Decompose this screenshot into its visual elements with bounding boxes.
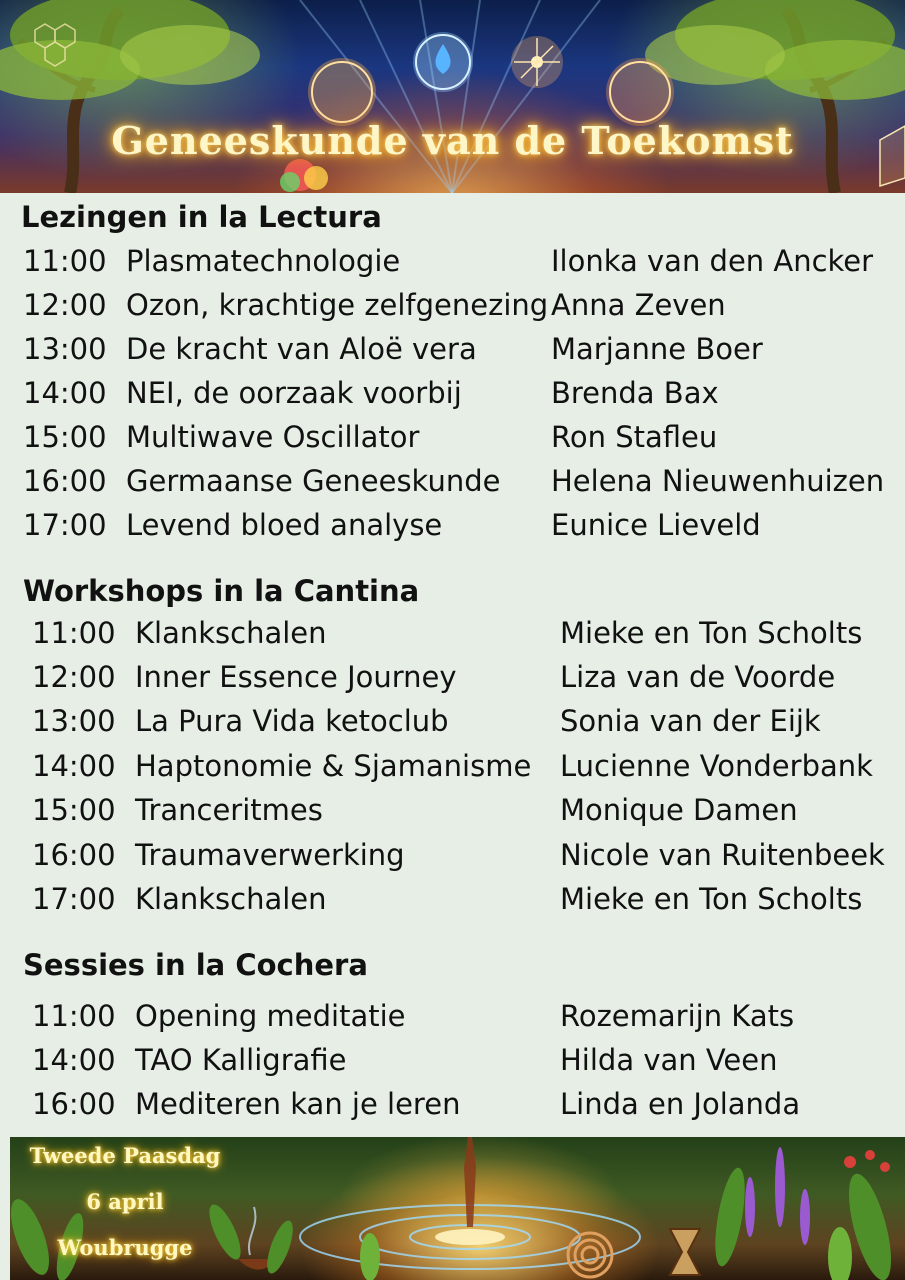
row-time: 11:00 [23,244,107,278]
row-speaker: Eunice Lieveld [551,508,761,542]
header-illustration [0,0,905,193]
schedule-row [0,508,905,552]
row-time: 11:00 [32,616,116,650]
schedule-row [0,244,905,288]
footer-location: Woubrugge [57,1235,193,1260]
row-time: 17:00 [32,882,116,916]
row-topic: Klankschalen [135,882,327,916]
schedule-row [0,749,905,793]
row-topic: Plasmatechnologie [126,244,401,278]
row-time: 16:00 [32,838,116,872]
schedule-row [0,1087,905,1131]
row-speaker: Lucienne Vonderbank [560,749,873,783]
row-time: 16:00 [32,1087,116,1121]
header-banner [0,0,905,193]
section-title: Sessies in la Cochera [23,948,368,982]
row-topic: TAO Kalligrafie [135,1043,347,1077]
schedule-row [0,838,905,882]
row-speaker: Marjanne Boer [551,332,763,366]
schedule-row [0,332,905,376]
schedule-row [0,464,905,508]
schedule-row [0,704,905,748]
row-speaker: Ilonka van den Ancker [551,244,874,278]
row-topic: Opening meditatie [135,999,406,1033]
row-time: 14:00 [32,1043,116,1077]
row-topic: Multiwave Oscillator [126,420,420,454]
schedule-row [0,793,905,837]
row-topic: De kracht van Aloë vera [126,332,477,366]
row-speaker: Mieke en Ton Scholts [560,882,863,916]
section-title: Lezingen in la Lectura [21,200,382,234]
row-speaker: Hilda van Veen [560,1043,778,1077]
row-topic: Haptonomie & Sjamanisme [135,749,532,783]
schedule-row [0,882,905,926]
schedule-row [0,288,905,332]
row-speaker: Brenda Bax [551,376,719,410]
footer-date: 6 april [86,1189,164,1214]
row-topic: Germaanse Geneeskunde [126,464,501,498]
row-speaker: Ron Stafleu [551,420,718,454]
schedule-row [0,616,905,660]
row-topic: Ozon, krachtige zelfgenezing [126,288,549,322]
row-topic: NEI, de oorzaak voorbij [126,376,462,410]
schedule-row [0,999,905,1043]
row-time: 16:00 [23,464,107,498]
footer-event-day: Tweede Paasdag [29,1143,221,1168]
row-speaker: Anna Zeven [551,288,726,322]
schedule-row [0,660,905,704]
row-time: 12:00 [23,288,107,322]
row-speaker: Linda en Jolanda [560,1087,801,1121]
row-time: 14:00 [32,749,116,783]
row-topic: Tranceritmes [135,793,323,827]
row-topic: Klankschalen [135,616,327,650]
footer-banner [10,1137,905,1280]
row-speaker: Monique Damen [560,793,798,827]
row-time: 11:00 [32,999,116,1033]
row-speaker: Sonia van der Eijk [560,704,821,738]
row-topic: Levend bloed analyse [126,508,443,542]
row-speaker: Rozemarijn Kats [560,999,795,1033]
schedule-row [0,376,905,420]
row-time: 15:00 [23,420,107,454]
row-time: 13:00 [32,704,116,738]
schedule-row [0,1043,905,1087]
row-time: 12:00 [32,660,116,694]
row-topic: Traumaverwerking [135,838,405,872]
row-speaker: Mieke en Ton Scholts [560,616,863,650]
row-topic: Mediteren kan je leren [135,1087,461,1121]
row-topic: Inner Essence Journey [135,660,457,694]
row-speaker: Liza van de Voorde [560,660,836,694]
row-topic: La Pura Vida ketoclub [135,704,449,738]
row-time: 13:00 [23,332,107,366]
row-speaker: Helena Nieuwenhuizen [551,464,885,498]
row-time: 17:00 [23,508,107,542]
row-time: 14:00 [23,376,107,410]
page-title: Geneeskunde van de Toekomst [111,118,794,163]
row-speaker: Nicole van Ruitenbeek [560,838,885,872]
row-time: 15:00 [32,793,116,827]
section-title: Workshops in la Cantina [23,574,420,608]
schedule-row [0,420,905,464]
